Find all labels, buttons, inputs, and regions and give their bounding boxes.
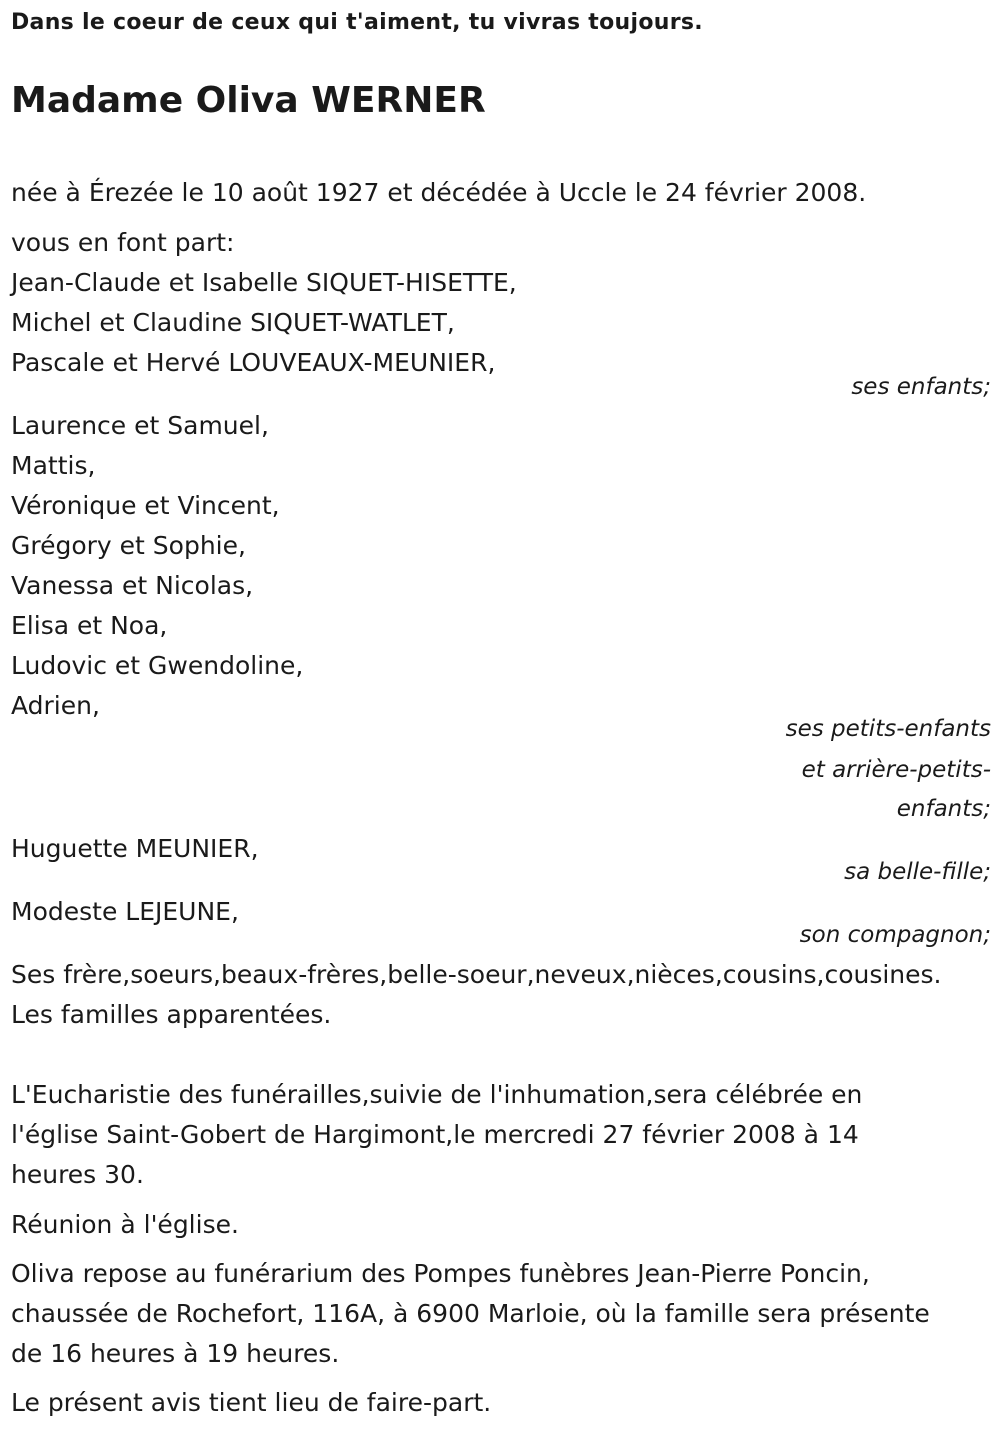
grandchild-line: Mattis, bbox=[11, 451, 96, 480]
grandchild-line: Vanessa et Nicolas, bbox=[11, 571, 254, 600]
viewing-line: Oliva repose au funérarium des Pompes funèbres Jean-Pierre Poncin, bbox=[11, 1259, 870, 1288]
funeral-line: l'église Saint-Gobert de Hargimont,le mercredi 27 février 2008 à 14 bbox=[11, 1120, 859, 1149]
grandchild-line: Elisa et Noa, bbox=[11, 611, 168, 640]
viewing-line: chaussée de Rochefort, 116A, à 6900 Marloie, où la famille sera présente bbox=[11, 1299, 930, 1328]
children-role: ses enfants; bbox=[851, 374, 991, 400]
closing-line: Le présent avis tient lieu de faire-part. bbox=[11, 1388, 492, 1417]
funeral-line: heures 30. bbox=[11, 1160, 144, 1189]
relatives-line: Ses frère,soeurs,beaux-frères,belle-soeur,neveux,nièces,cousins,cousines. bbox=[11, 960, 942, 989]
child-line: Michel et Claudine SIQUET-WATLET, bbox=[11, 308, 455, 337]
grandchildren-role: et arrière-petits- bbox=[801, 757, 991, 783]
child-line: Jean-Claude et Isabelle SIQUET-HISETTE, bbox=[11, 268, 517, 297]
birth-death-line: née à Érezée le 10 août 1927 et décédée à Uccle le 24 février 2008. bbox=[11, 178, 867, 207]
grandchild-line: Ludovic et Gwendoline, bbox=[11, 651, 304, 680]
grandchild-line: Grégory et Sophie, bbox=[11, 531, 246, 560]
companion-role: son compagnon; bbox=[799, 922, 991, 948]
motto: Dans le coeur de ceux qui t'aiment, tu vivras toujours. bbox=[11, 10, 703, 35]
daughter-in-law-line: Huguette MEUNIER, bbox=[11, 834, 259, 863]
companion-line: Modeste LEJEUNE, bbox=[11, 897, 239, 926]
grandchildren-role: enfants; bbox=[896, 796, 991, 822]
grandchildren-role: ses petits-enfants bbox=[785, 716, 991, 742]
intro-line: vous en font part: bbox=[11, 228, 235, 257]
deceased-name: Madame Oliva WERNER bbox=[11, 80, 486, 121]
viewing-line: de 16 heures à 19 heures. bbox=[11, 1339, 340, 1368]
meeting-line: Réunion à l'église. bbox=[11, 1210, 239, 1239]
families-line: Les familles apparentées. bbox=[11, 1000, 332, 1029]
grandchild-line: Véronique et Vincent, bbox=[11, 491, 280, 520]
grandchild-line: Adrien, bbox=[11, 691, 100, 720]
child-line: Pascale et Hervé LOUVEAUX-MEUNIER, bbox=[11, 348, 496, 377]
funeral-line: L'Eucharistie des funérailles,suivie de l'inhumation,sera célébrée en bbox=[11, 1080, 863, 1109]
grandchild-line: Laurence et Samuel, bbox=[11, 411, 269, 440]
daughter-in-law-role: sa belle-fille; bbox=[844, 859, 991, 885]
